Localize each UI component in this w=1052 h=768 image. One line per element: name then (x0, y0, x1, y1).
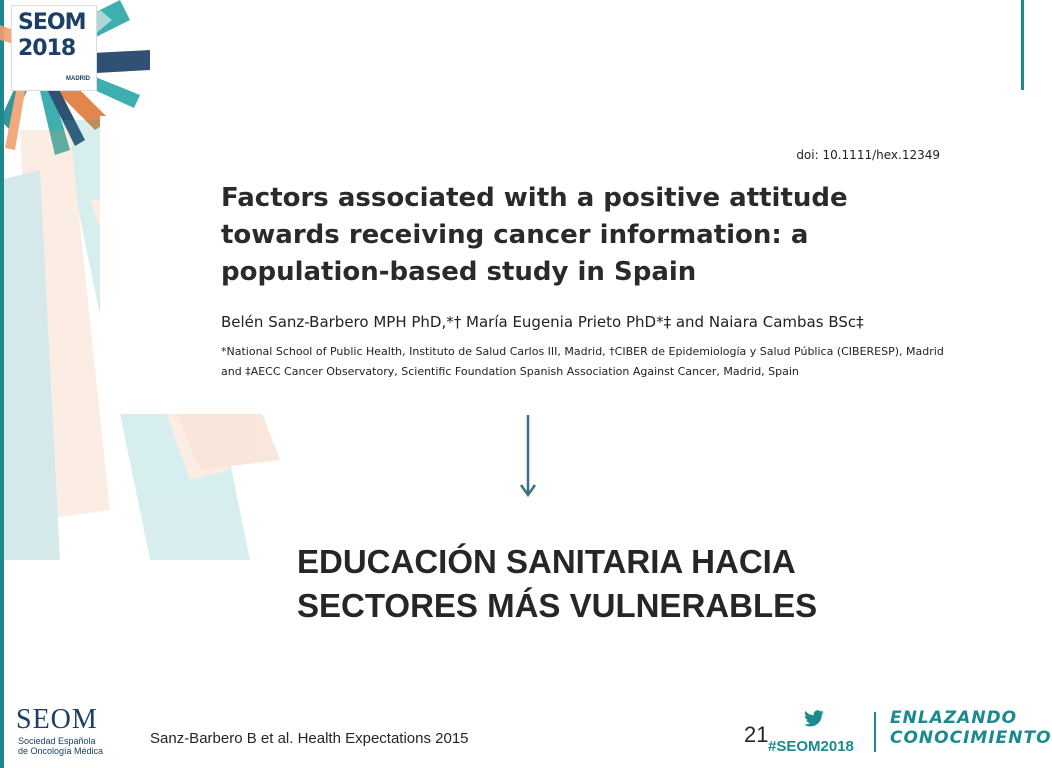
footer-divider (874, 712, 876, 752)
seom-footer-logo (16, 704, 116, 754)
logo-line1: SEOM (18, 10, 86, 35)
paper-affiliations: *National School of Public Health, Instituto de Salud Carlos III, Madrid, †CIBER de Epidemiología y Salud Pública (CIBERESP), Madrid and ‡AECC Cancer Observatory, Scientific Foundation Spanish Association Against Cancer, Madrid, Spain (221, 345, 944, 378)
paper-authors: Belén Sanz-Barbero MPH PhD,*† María Eugenia Prieto PhD*‡ and Naiara Cambas BSc‡ (221, 313, 864, 331)
headline (297, 540, 857, 628)
seom-2018-logo (12, 6, 96, 90)
logo-city: MADRID (66, 76, 90, 82)
paper-excerpt (100, 116, 944, 414)
headline-line2: SECTORES MÁS VULNERABLES (297, 587, 818, 624)
seom-subtitle-line2: de Oncología Médica (18, 746, 104, 756)
hashtag: #SEOM2018 (768, 738, 854, 755)
slogan (890, 708, 1052, 748)
headline-line1: EDUCACIÓN SANITARIA HACIA (297, 543, 796, 580)
page-number: 21 (744, 722, 769, 747)
seom-wordmark: SEOM (16, 704, 98, 735)
twitter-icon (803, 710, 825, 728)
right-accent-bar (1021, 0, 1024, 90)
logo-line2: 2018 (18, 36, 76, 61)
citation: Sanz-Barbero B et al. Health Expectations 2015 (150, 730, 469, 747)
slogan-line2: CONOCIMIENTO (890, 728, 1052, 748)
paper-doi: doi: 10.1111/hex.12349 (796, 148, 940, 162)
paper-title: Factors associated with a positive attitude towards receiving cancer information: a population-based study in Spain (221, 183, 848, 287)
seom-subtitle (18, 736, 128, 756)
slogan-line1: ENLAZANDO (890, 708, 1018, 728)
seom-subtitle-line1: Sociedad Española (18, 736, 96, 746)
down-arrow-icon (518, 415, 538, 501)
